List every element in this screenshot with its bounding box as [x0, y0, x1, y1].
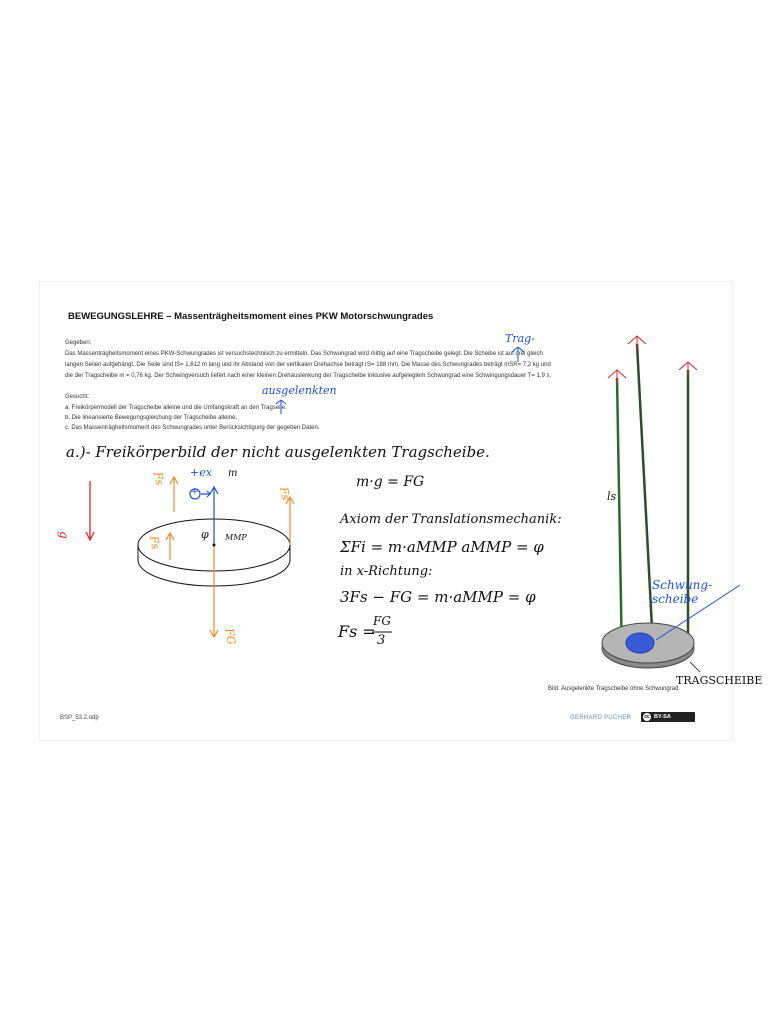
equation-3: ΣFi = m·aMMP aMMP = φ — [340, 538, 544, 556]
gesucht-item-a: a. Freikörpermodell der Tragscheibe alleine und die Umfangskraft an den Tragseile. — [65, 405, 287, 411]
mmp-point — [213, 544, 216, 547]
annot-trag-mark — [512, 347, 524, 362]
equation-6-num: FG — [373, 614, 391, 628]
equation-5: 3Fs − FG = m·aMMP = φ — [340, 588, 536, 606]
heading-a: a.)- Freikörperbild der nicht ausgelenkten Tragscheibe. — [66, 443, 490, 461]
annot-ausgelenkten: ausgelenkten — [262, 384, 337, 397]
suspension-figure — [602, 336, 740, 672]
footer-filename: BSP_53.2.odp — [60, 715, 99, 721]
force-arrow-fg — [210, 545, 218, 637]
gesucht-item-b: b. Die linearisierte Bewegungsgleichung der Tragscheibe alleine. — [65, 415, 238, 421]
force-arrows-fs — [166, 477, 294, 560]
label-phi: φ — [201, 528, 209, 541]
label-ex: +ex — [190, 466, 212, 479]
label-fg: FG — [222, 627, 239, 646]
equation-1: m·g = FG — [356, 474, 425, 490]
gesucht-item-c: c. Das Massenträgheitsmoment des Schwungrades unter Berücksichtigung der gegeben Daten. — [65, 425, 320, 431]
equation-2: Axiom der Translationsmechanik: — [340, 512, 562, 527]
equation-6-den: 3 — [377, 633, 386, 648]
label-fs-3: Fs — [147, 534, 163, 551]
cc-icon: cc — [644, 714, 650, 720]
annot-ausgelenkten-mark — [276, 400, 286, 414]
footer-author: GERHARD PUCHER — [570, 715, 632, 721]
gegeben-heading: Gegeben: — [65, 340, 92, 346]
license-label: BY-SA — [654, 714, 671, 720]
equation-6-lhs: Fs = — [338, 622, 376, 641]
gesucht-heading: Gesucht: — [65, 394, 90, 400]
label-plus: + — [191, 487, 199, 497]
slide-title: BEWEGUNGSLEHRE – Massenträgheitsmoment eines PKW Motorschwungrades — [68, 311, 434, 322]
label-m: m — [228, 468, 238, 479]
gegeben-line-1: Das Massenträgheitsmoment eines PKW-Schwungrades ist versuchstechnisch zu ermitteln. Das Schwungrad wird mittig auf eine Tragscheibe gelegt. Die Scheibe ist auf drei gleich — [65, 351, 543, 357]
label-fs-1: Fs — [151, 470, 167, 487]
label-mmp: MMP — [225, 533, 247, 542]
gegeben-line-2: langen Seilen aufgehängt. Die Seile sind lS= 1,612 m lang und ihr Abstand von der vertikalen Drehachse beträgt rS= 188 mm. Die Masse des Schwungrades beträgt mSR= 7,2 kg und — [65, 362, 551, 368]
label-ls: ls — [607, 490, 617, 503]
gegeben-line-3: die der Tragscheibe m = 0,76 kg. Der Schwingversuch liefert nach einer kleinen Drehauslenkung der Tragscheibe inklusive aufgelegtem Schwungrad eine Schwingungsdauer T= 1,9 s. — [65, 373, 552, 379]
label-tragscheibe: TRAGSCHEIBE — [676, 674, 763, 687]
license-badge[interactable] — [641, 712, 695, 722]
label-schwungscheibe: Schwung-scheibe — [652, 578, 713, 606]
annot-trag: Trag- — [505, 332, 535, 345]
label-fs-2: Fs — [277, 485, 293, 502]
label-g: g — [56, 531, 71, 539]
figure-caption: Bild: Ausgelenkte Tragscheibe ohne Schwungrad — [548, 686, 679, 692]
equation-4: in x-Richtung: — [340, 564, 433, 579]
